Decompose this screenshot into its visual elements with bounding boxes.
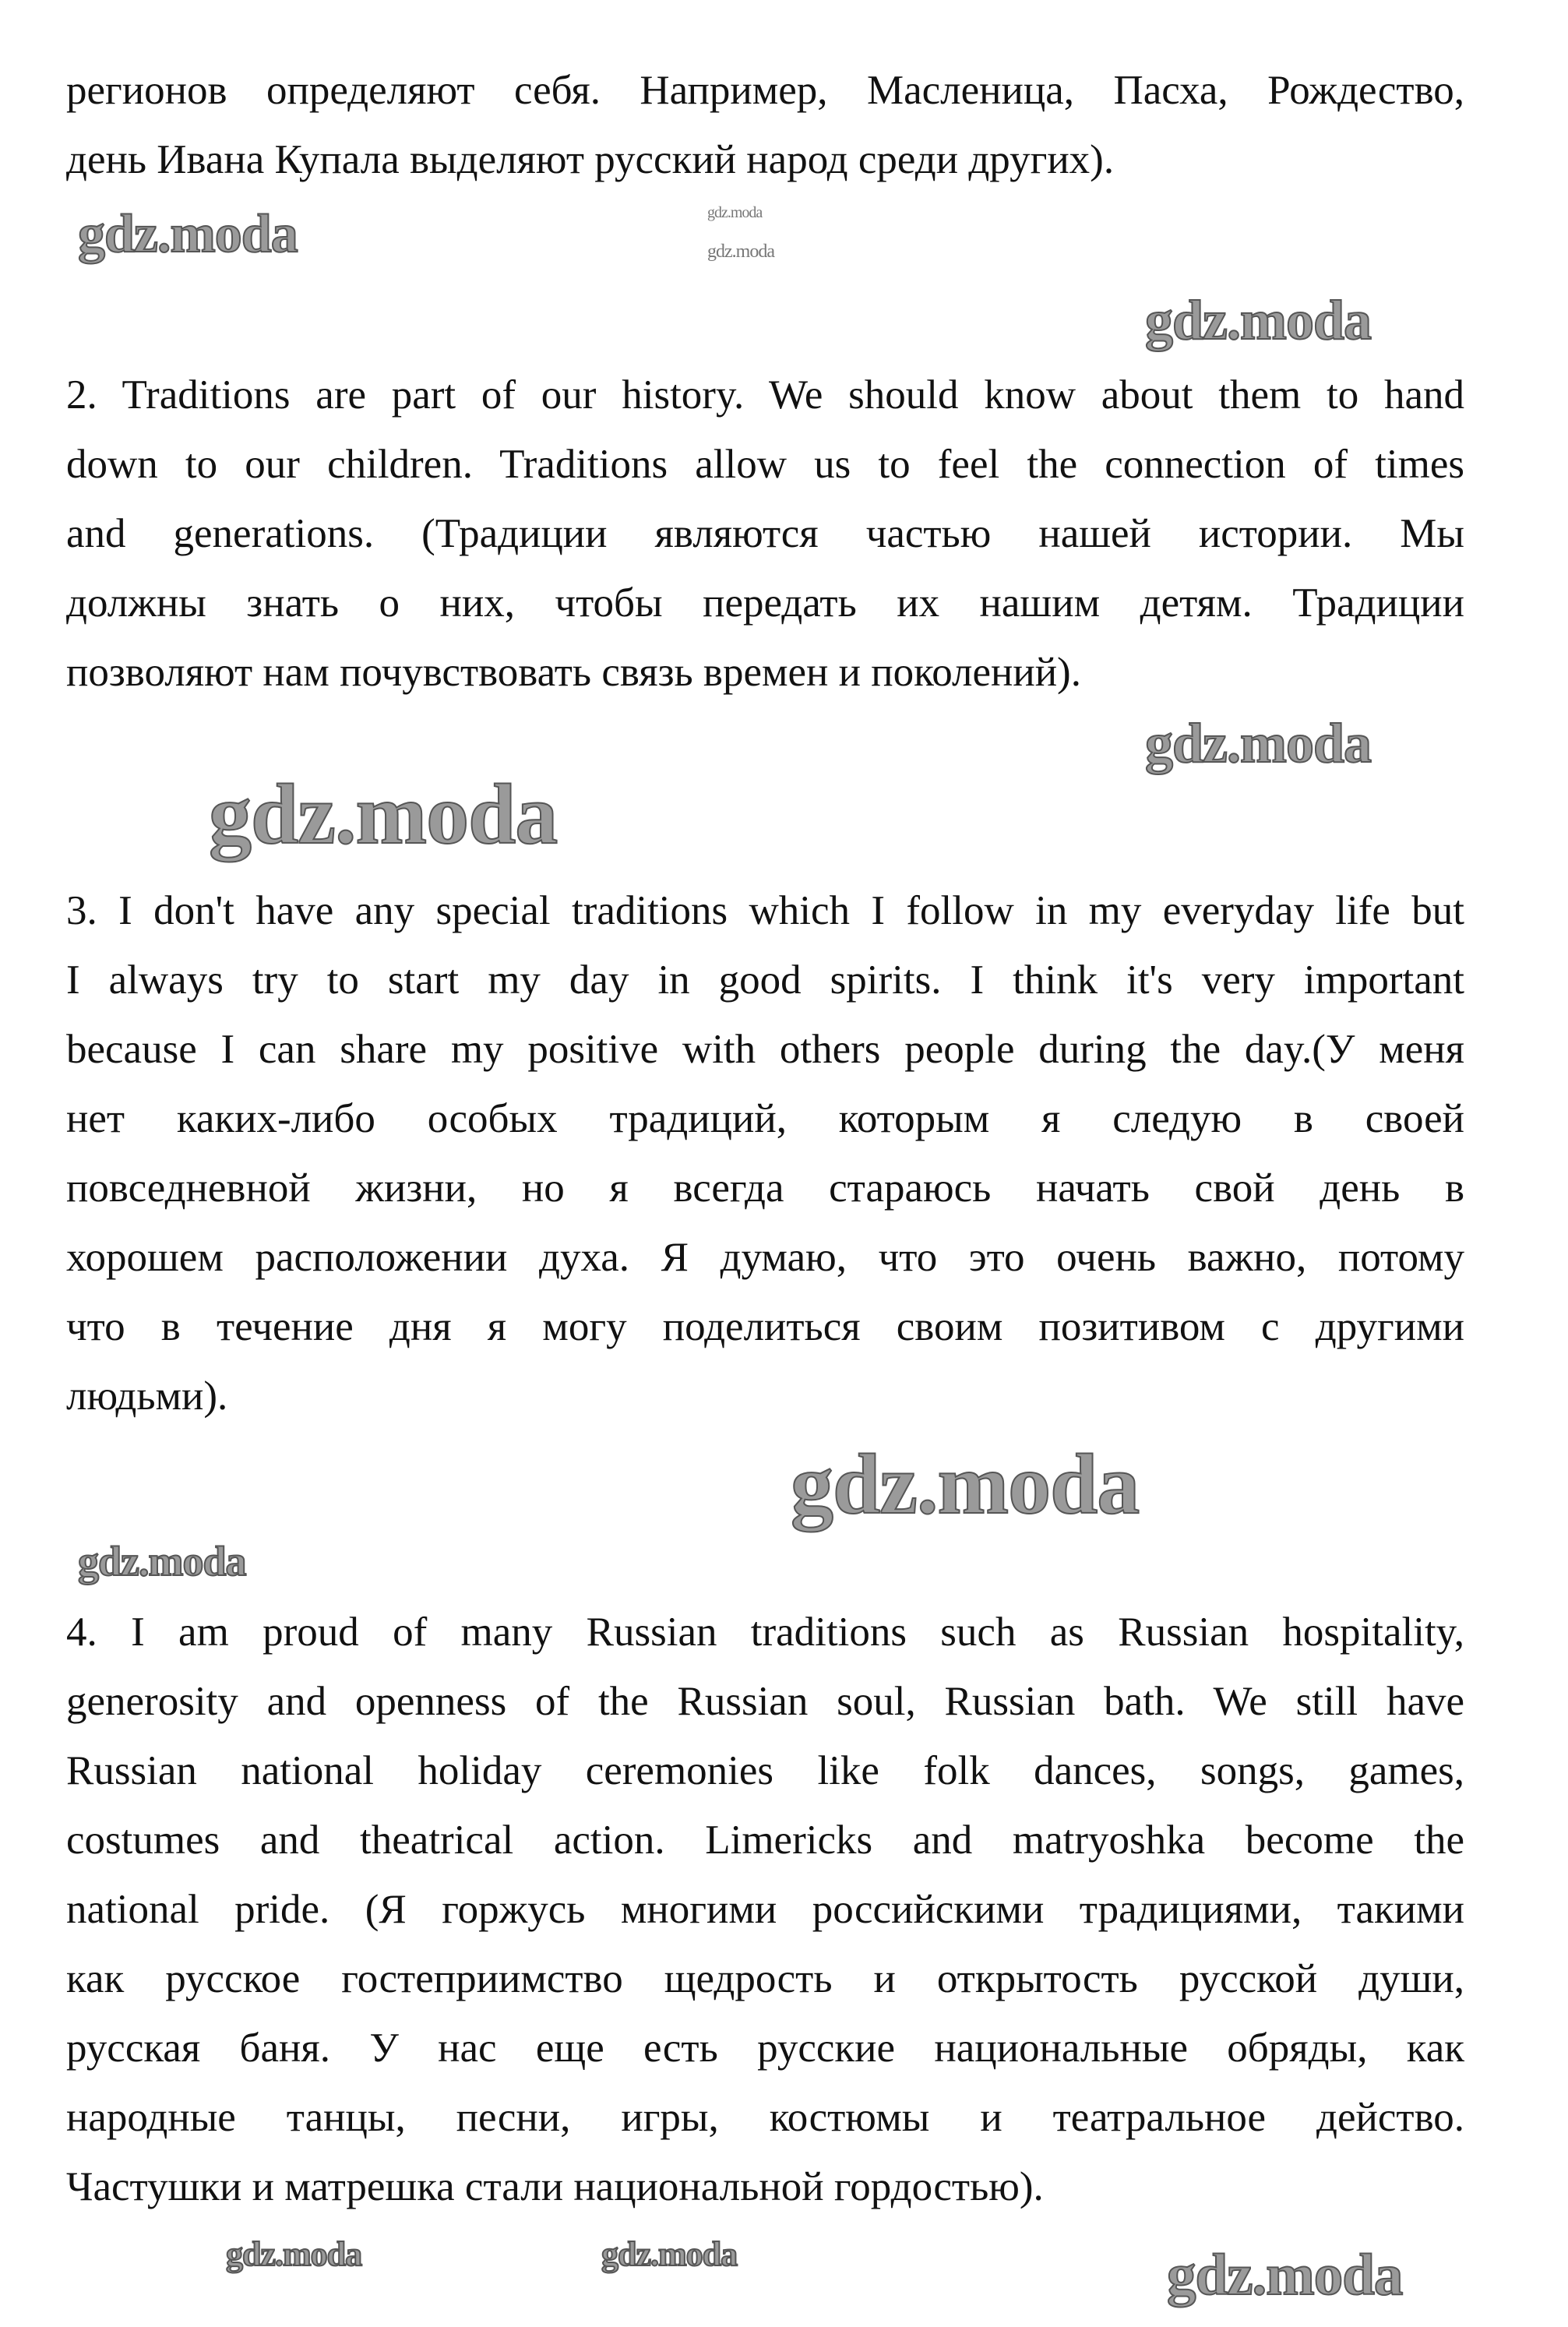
text-line: позволяют нам почувствовать связь времен и поколений). [66, 650, 1081, 695]
watermark: gdz.moda [1145, 289, 1372, 351]
text-line: because I can share my positive with others people during the day.(У меня [66, 1027, 1464, 1072]
text-line: generosity and openness of the Russian soul, Russian bath. We still have [66, 1679, 1464, 1724]
text-line: costumes and theatrical action. Limericks and matryoshka become the [66, 1818, 1464, 1863]
watermark: gdz.moda [209, 767, 558, 862]
text-line: день Ивана Купала выделяют русский народ среди других). [66, 137, 1115, 182]
watermark: gdz.moda [226, 2235, 362, 2273]
text-line: народные танцы, песни, игры, костюмы и театральное действо. [66, 2095, 1464, 2140]
text-line: русская баня. У нас еще есть русские национальные обряды, как [66, 2026, 1464, 2071]
text-line: national pride. (Я горжусь многими российскими традициями, такими [66, 1887, 1464, 1932]
text-line: хорошем расположении духа. Я думаю, что это очень важно, потому [66, 1235, 1464, 1280]
paragraph-3 [66, 876, 1464, 1431]
watermark: gdz.moda [707, 204, 763, 221]
text-line: 4. I am proud of many Russian traditions such as Russian hospitality, [66, 1610, 1464, 1655]
watermark: gdz.moda [78, 204, 298, 264]
paragraph-2 [66, 361, 1464, 707]
text-line: down to our children. Traditions allow us to feel the connection of times [66, 442, 1464, 487]
text-line: 2. Traditions are part of our history. We should know about them to hand [66, 372, 1464, 418]
text-line: что в течение дня я могу поделиться своим позитивом с другими [66, 1304, 1464, 1349]
text-line: должны знать о них, чтобы передать их нашим детям. Традиции [66, 580, 1464, 626]
text-line: как русское гостеприимство щедрость и открытость русской души, [66, 1956, 1464, 2001]
text-line: I always try to start my day in good spirits. I think it's very important [66, 957, 1464, 1003]
watermark: gdz.moda [78, 1538, 246, 1585]
text-line: нет каких-либо особых традиций, которым я следую в своей [66, 1096, 1464, 1141]
text-line: and generations. (Традиции являются частью нашей истории. Мы [66, 511, 1464, 556]
watermark: gdz.moda [707, 242, 774, 262]
paragraph-4 [66, 1598, 1464, 2222]
watermark: gdz.moda [1167, 2243, 1403, 2308]
paragraph-1-continuation [66, 56, 1464, 195]
watermark: gdz.moda [791, 1437, 1140, 1532]
text-line: Russian national holiday ceremonies like folk dances, songs, games, [66, 1748, 1464, 1793]
watermark: gdz.moda [1145, 712, 1372, 774]
text-line: людьми). [66, 1373, 228, 1419]
text-line: 3. I don't have any special traditions which I follow in my everyday life but [66, 888, 1464, 933]
text-line: повседневной жизни, но я всегда стараюсь начать свой день в [66, 1165, 1464, 1211]
watermark: gdz.moda [601, 2235, 738, 2273]
text-line: Частушки и матрешка стали национальной гордостью). [66, 2164, 1044, 2209]
text-line: регионов определяют себя. Например, Масленица, Пасха, Рождество, [66, 68, 1464, 113]
